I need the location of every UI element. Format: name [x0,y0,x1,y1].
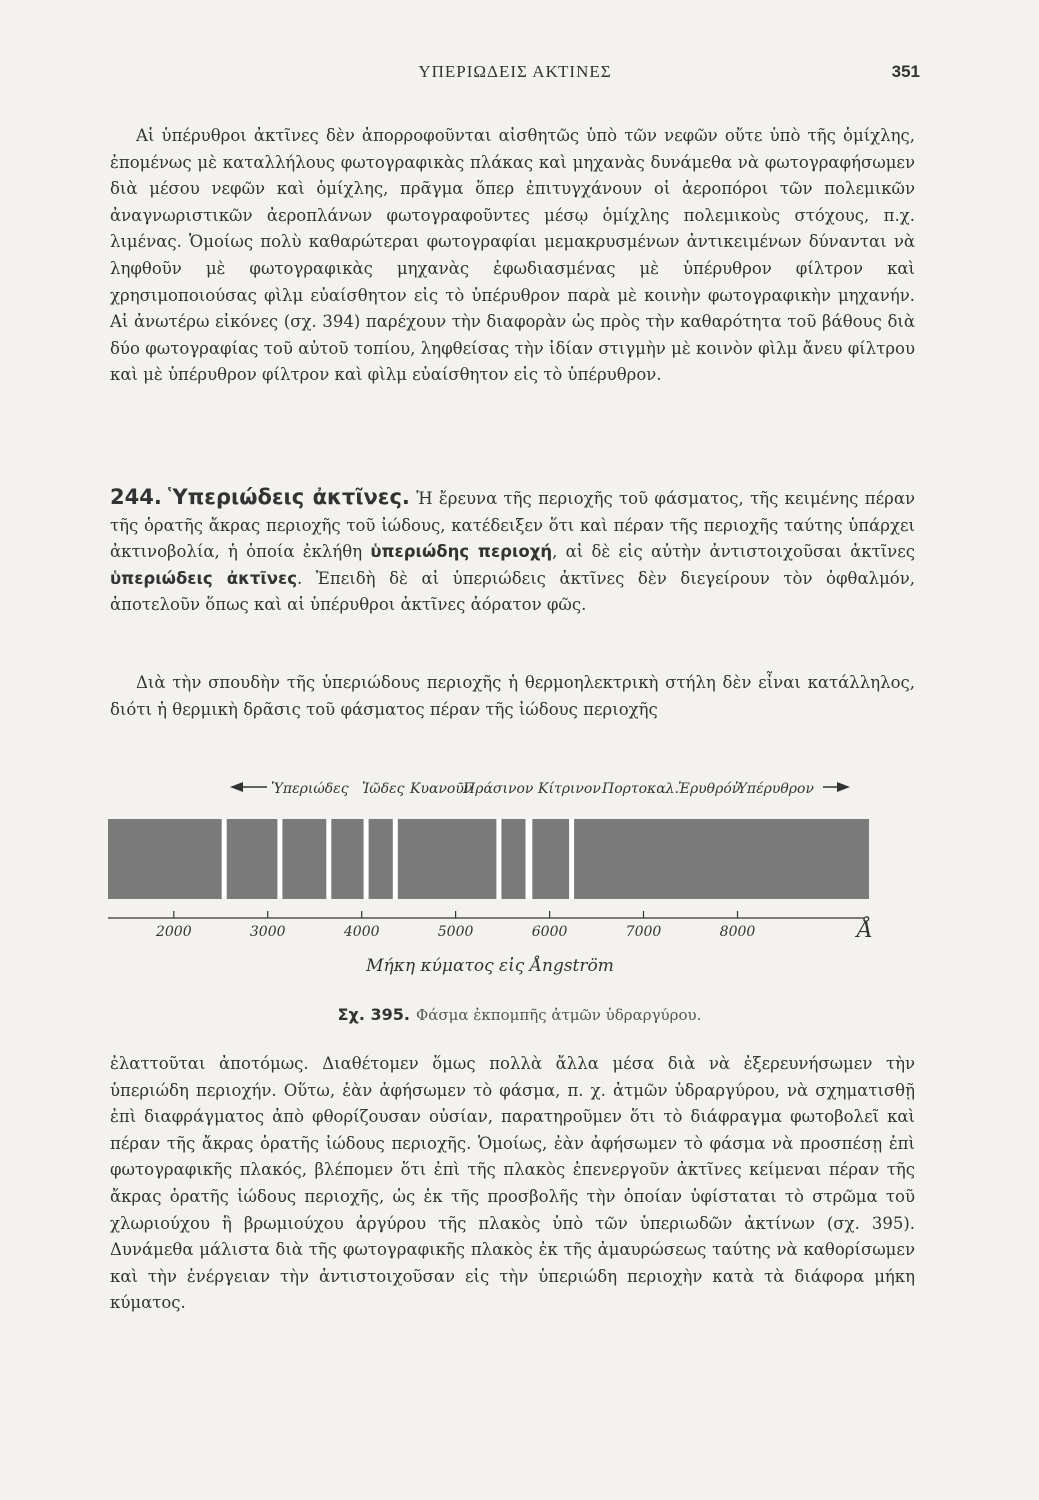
emission-line [496,819,501,899]
keyword-ultraviolet-rays: ὑπεριώδεις ἀκτῖνες [110,568,297,588]
axis-tick-label: 6000 [531,924,568,940]
emission-line [326,819,331,899]
axis-ticks [155,911,755,940]
section-number: 244. [110,485,162,509]
region-label: Πράσινον [463,781,534,797]
region-label: Ἰῶδες [362,781,405,797]
caption-number: Σχ. 395. [337,1005,410,1024]
section-title: Ὑπεριώδεις ἀκτῖνες. [168,485,410,509]
paragraph-thermopile: Διὰ τὴν σπουδὴν τῆς ὑπεριώδους περιοχῆς ἡ θερμοηλεκτρικὴ στήλη δὲν εἶναι κατάλληλος, διότι ἡ θερμικὴ δρᾶσις τοῦ φάσματος πέραν τῆς ἰώδους περιοχῆς [110,673,915,719]
region-label: Ὑπέρυθρον [735,781,814,797]
axis-tick-label: 4000 [343,924,380,940]
region-label: Πορτοκαλ. [602,781,679,797]
running-title: ΥΠΕΡΙΩΔΕΙΣ ΑΚΤΙΝΕΣ [418,62,612,81]
caption-text: Φάσμα ἐκπομπῆς ἀτμῶν ὑδραργύρου. [415,1006,702,1024]
axis-title: Μήκη κύματος εἰς Ångström [366,956,614,975]
region-label: Ἐρυθρόν [678,781,741,797]
region-label-row [230,780,850,797]
section-text-1: Ἡ ἔρευνα τῆς περιοχῆς τοῦ φάσματος, τῆς κειμένης πέραν τῆς ὁρατῆς ἄκρας περιοχῆς τοῦ ἰώδους, κατέδειξεν ὅτι καὶ πέραν τῆς περιοχῆς ταύτης ὑπάρχει ἀκτινοβολία, ἡ ὁποία ἐκλήθη [110,489,915,562]
left-arrow-icon [230,782,243,792]
emission-line [569,819,574,899]
emission-line [277,819,282,899]
axis-tick-label: 3000 [249,924,286,940]
keyword-ultraviolet-region: ὑπεριώδης περιοχή [370,542,553,562]
emission-line [364,819,369,899]
spectrum-diagram [105,765,875,975]
region-label: Κυανοῦν [410,781,473,797]
figure-395 [105,765,875,1030]
axis-tick-label: 5000 [437,924,474,940]
region-label: Ὑπεριώδες [271,781,349,797]
emission-line [393,819,398,899]
paragraph-continuation: ἐλαττοῦται ἀποτόμως. Διαθέτομεν ὅμως πολλὰ ἄλλα μέσα διὰ νὰ ἐξερευνήσωμεν τὴν ὑπεριώδη περιοχήν. Οὕτω, ἐὰν ἀφήσωμεν τὸ φάσμα, π. χ. ἀτμῶν ὑδραργύρου, νὰ σχηματισθῇ ἐπὶ διαφράγματος ἀπὸ φθορίζουσαν οὐσίαν, παρατηροῦμεν ὅτι τὸ διάφραγμα φωτοβολεῖ καὶ πέραν τῆς ἄκρας ὁρατῆς ἰώδους περιοχῆς. Ὁμοίως, ἐὰν ἀφήσωμεν τὸ φάσμα νὰ προσπέσῃ ἐπὶ φωτογραφικῆς πλακός, βλέπομεν ὅτι ἐπὶ τῆς πλακὸς ἐπενεργοῦν ἀκτῖνες κείμεναι πέραν τῆς ἄκρας ὁρατῆς ἰώδους περιοχῆς, ὡς ἐκ τῆς προσβολῆς τὴν ὁποίαν ὑφίσταται τὸ στρῶμα τοῦ χλωριούχου ἢ βρωμιούχου ἀργύρου τῆς πλακὸς ὑπὸ τῶν ὑπεριωδῶν ἀκτίνων (σχ. 395). Δυνάμεθα μάλιστα διὰ τῆς φωτογραφικῆς πλακὸς ἐκ τῆς ἀμαυρώσεως ταύτης νὰ καθορίσωμεν καὶ τὴν ἐνέργειαν τὴν ἀντιστοιχοῦσαν εἰς τὴν ὑπεριώδη περιοχὴν κατὰ τὰ διάφορα μήκη κύματος. [110,1054,915,1313]
axis-tick-label: 7000 [625,924,662,940]
section-244 [110,484,915,619]
figure-caption [0,1005,1039,1024]
page-number: 351 [891,62,920,81]
emission-line [527,819,532,899]
right-arrow-icon [837,782,850,792]
region-label: Κίτρινον [538,781,601,797]
section-text-3: . Ἐπειδὴ δὲ αἱ ὑπεριώδεις ἀκτῖνες δὲν διεγείρουν τὸν ὀφθαλμόν, ἀποτελοῦν ὅπως καὶ αἱ ὑπέρυθροι ἀκτῖνες ἀόρατον φῶς. [110,568,916,615]
axis-tick-label: 8000 [719,924,756,940]
page-header [110,62,920,88]
emission-line [222,819,227,899]
section-text-2: , αἱ δὲ εἰς αὐτὴν ἀντιστοιχοῦσαι ἀκτῖνες [552,542,915,562]
angstrom-unit: Å [857,918,873,943]
axis-tick-label: 2000 [155,924,192,940]
paragraph-infrared: Αἱ ὑπέρυθροι ἀκτῖνες δὲν ἀπορροφοῦνται αἰσθητῶς ὑπὸ τῶν νεφῶν οὔτε ὑπὸ τῆς ὁμίχλης, ἐπομένως μὲ καταλλήλους φωτογραφικὰς πλάκας καὶ μηχανὰς δυνάμεθα νὰ φωτογραφήσωμεν διὰ μέσου νεφῶν καὶ ὁμίχλης, πρᾶγμα ὅπερ ἐπιτυγχάνουν οἱ ἀεροπόροι τῶν πολεμικῶν ἀναγνωριστικῶν ἀεροπλάνων φωτογραφοῦντες μέσῳ ὁμίχλης πολεμικοὺς στόχους, π.χ. λιμένας. Ὁμοίως πολὺ καθαρώτεραι φωτογραφίαι μεμακρυσμένων ἀντικειμένων δύνανται νὰ ληφθοῦν μὲ φωτογραφικὰς μηχανὰς ἐφωδιασμένας μὲ ὑπέρυθρον φίλτρον καὶ χρησιμοποιούσας φὶλμ εὐαίσθητον εἰς τὸ ὑπέρυθρον παρὰ μὲ κοινὴν φωτογραφικὴν μηχανήν. Αἱ ἀνωτέρω εἰκόνες (σχ. 394) παρέχουν τὴν διαφορὰν ὡς πρὸς τὴν καθαρότητα τοῦ βάθους διὰ δύο φωτογραφίας τοῦ αὐτοῦ τοπίου, ληφθείσας τὴν ἰδίαν στιγμὴν μὲ κοινὸν φὶλμ ἄνευ φίλτρου καὶ μὲ ὑπέρυθρον φίλτρον καὶ φὶλμ εὐαίσθητον εἰς τὸ ὑπέρυθρον. [110,126,915,385]
